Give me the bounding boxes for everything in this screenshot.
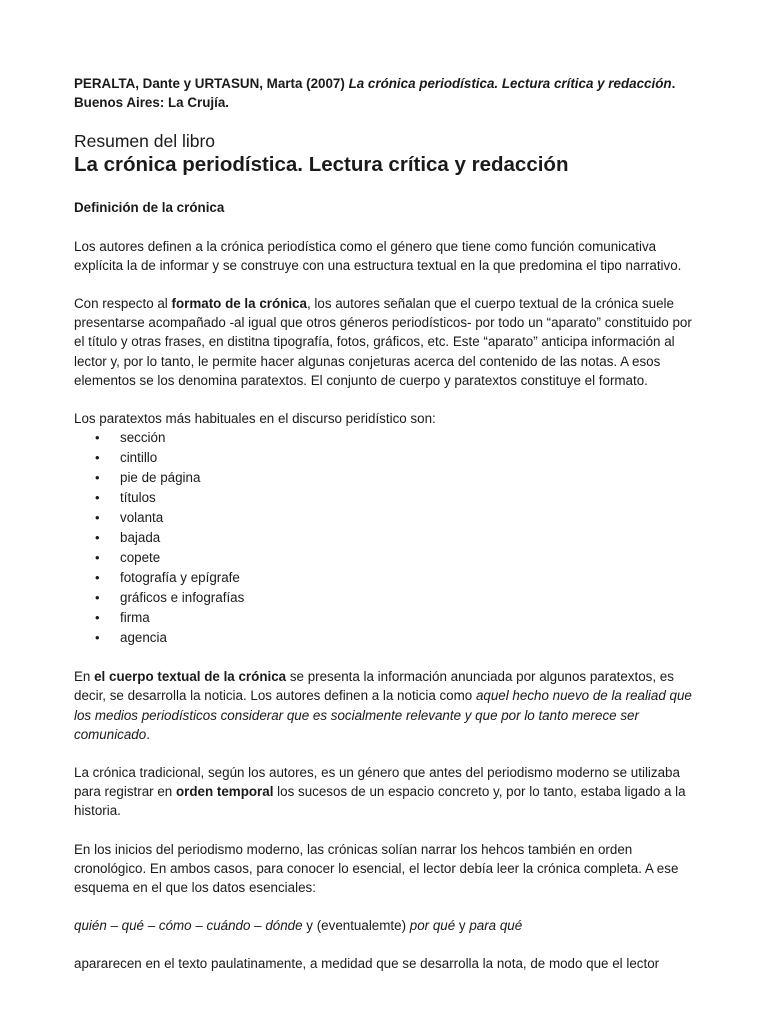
paratextos-list: [74, 428, 704, 648]
text-run: y (eventualemte): [302, 918, 410, 934]
document-body: [74, 74, 704, 993]
paragraph-formato: [74, 294, 704, 390]
bibliographic-citation: [74, 74, 704, 112]
paragraph-continuation: apararecen en el texto paulatinamente, a medidad que se desarrolla la nota, de modo que el lector: [74, 956, 660, 972]
citation-authors: PERALTA, Dante y URTASUN, Marta (2007): [74, 76, 349, 91]
list-item: • copete: [74, 548, 704, 568]
text-run: y: [455, 918, 470, 934]
text-run: , los autores señalan que el cuerpo textual de la crónica suele presentarse acompañado -al igual que otros géneros periodísticos- por todo un “aparato” constituido por el título y otras frases, en distitna tipografía, fotos, gráficos, etc. Este “aparato” anticipa información al lector y, por lo tanto, le permite hacer algunas conjeturas acerca del contenido de las notas. A esos elementos se los denomina paratextos. El conjunto de cuerpo y paratextos constituye el formato.: [74, 296, 692, 388]
list-item: • pie de página: [74, 468, 704, 488]
bold-term: orden temporal: [175, 784, 274, 800]
text-run: se presenta la información anunciada por algunos paratextos, es decir, se desarrolla la noticia. Los autores definen a la noticia como: [74, 669, 674, 704]
list-item: • títulos: [74, 488, 704, 508]
page-title: La crónica periodística. Lectura crítica y redacción: [74, 153, 569, 177]
list-item: • fotografía y epígrafe: [74, 568, 704, 588]
text-run: Con respecto al: [74, 296, 172, 312]
section-heading: Definición de la crónica: [74, 200, 225, 216]
page-subheading: Resumen del libro: [74, 131, 216, 152]
text-run: los sucesos de un espacio concreto y, por lo tanto, estaba ligado a la historia.: [74, 784, 686, 819]
text-run: La crónica tradicional, según los autores, es un género que antes del periodismo moderno se utilizaba para registrar en: [74, 765, 680, 800]
list-item: • volanta: [74, 508, 704, 528]
bold-term: el cuerpo textual de la crónica: [94, 669, 287, 685]
list-item: • agencia: [74, 628, 704, 648]
text-run: .: [146, 726, 150, 742]
italic-definition: aquel hecho nuevo de la realiad que los medios periodísticos considerar que es socialmente relevante y que por lo tanto merece ser comunicado: [74, 688, 692, 742]
list-item: • cintillo: [74, 448, 704, 468]
italic-por-que: por qué: [409, 918, 456, 934]
paragraph-datos-esenciales: [74, 916, 704, 935]
paragraph-cronica-tradicional: [74, 763, 704, 821]
list-item: • bajada: [74, 528, 704, 548]
citation-publisher: . Buenos Aires: La Crujía.: [74, 76, 676, 111]
text-run: En: [74, 669, 95, 685]
bold-term: formato de la crónica: [171, 296, 307, 312]
paragraph-periodismo-moderno: En los inicios del periodismo moderno, las crónicas solían narrar los hehcos también en orden cronológico. En ambos casos, para conocer lo esencial, el lector debía leer la crónica completa. A ese esquema en el que los datos esenciales:: [74, 841, 679, 896]
italic-para-que: para qué: [469, 918, 523, 934]
list-item: • firma: [74, 608, 704, 628]
italic-question-words: quién – qué – cómo – cuándo – dónde: [74, 918, 303, 934]
citation-book-title: La crónica periodística. Lectura crítica y redacción: [348, 76, 672, 91]
list-item: • gráficos e infografías: [74, 588, 704, 608]
list-intro: Los paratextos más habituales en el discurso peridístico son:: [74, 411, 436, 427]
paragraph-cuerpo-textual: [74, 667, 704, 744]
list-item: • sección: [74, 428, 704, 448]
paragraph-definition: Los autores definen a la crónica periodística como el género que tiene como función comunicativa explícita la de informar y se construye con una estructura textual en la que predomina el tipo narrativo.: [74, 238, 682, 273]
